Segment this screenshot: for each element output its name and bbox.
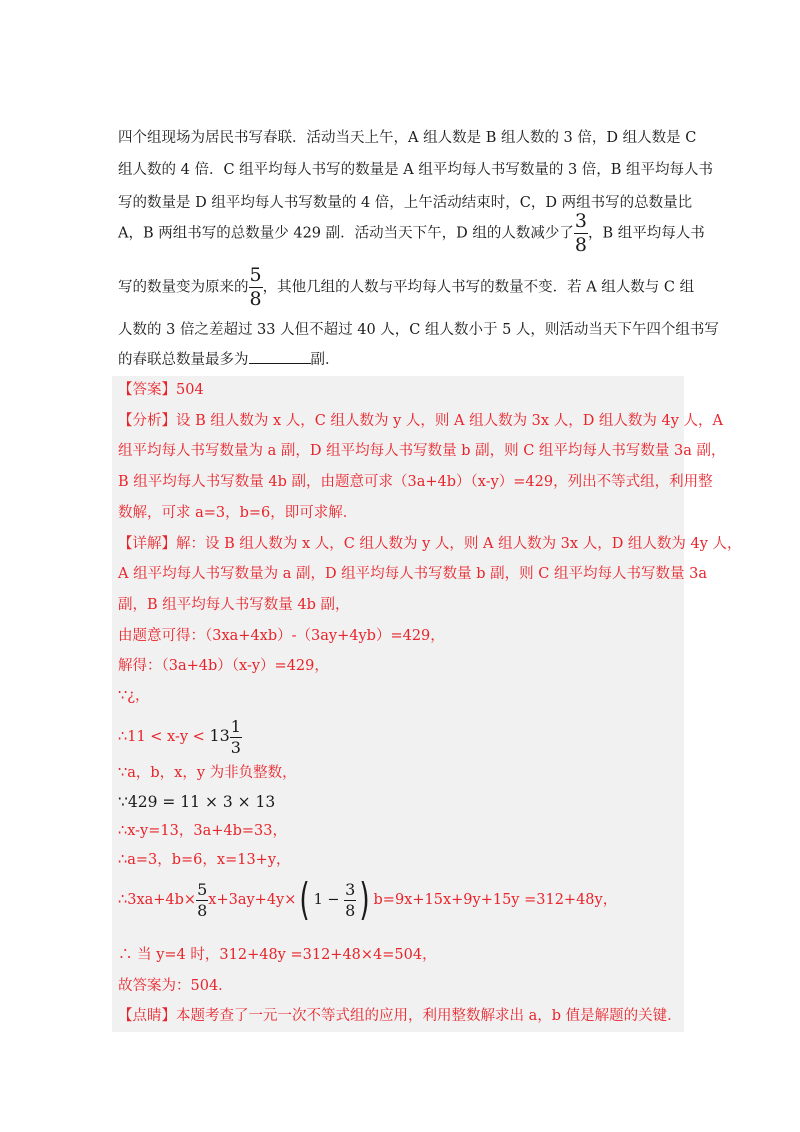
question-line-7-tail: 副． — [310, 352, 340, 368]
equation-9-paren-inner: 1 − — [313, 892, 345, 908]
fraction-denominator: 3 — [230, 737, 241, 757]
equation-1: 由题意可得：（3xa+4xb）-（3ay+4yb）=429， — [118, 628, 445, 644]
equation-3: ∵¿， — [118, 688, 150, 704]
equation-4-text: ∴11 < x-y < — [118, 729, 210, 745]
question-line-7-text: 的春联总数量最多为 — [118, 352, 249, 368]
equation-6: ∵429 = 11 × 3 × 13 — [118, 793, 276, 811]
question-line-4-text: A，B 两组书写的总数量少 429 副．活动当天下午，D 组的人数减少了 — [118, 225, 574, 242]
fraction-five-eighths-2 — [196, 879, 208, 920]
equation-8: ∴a=3，b=6，x=13+y， — [118, 852, 291, 868]
fraction-numerator: 5 — [197, 879, 208, 899]
fraction-numerator: 3 — [574, 210, 587, 232]
analysis-line-3: B 组平均每人书写数量 4b 副，由题意可求（3a+4b）（x-y）=429，列出不等式组，利用整 — [118, 474, 713, 490]
analysis-line-1: 【分析】设 B 组人数为 x 人，C 组人数为 y 人，则 A 组人数为 3x 人，D 组人数为 4y 人，A — [118, 413, 724, 429]
equation-11: 故答案为：504． — [118, 978, 233, 994]
question-line-5-text: 写的数量变为原来的 — [118, 279, 249, 296]
fraction-denominator: 8 — [197, 900, 208, 920]
right-paren: ) — [359, 874, 371, 925]
question-line-4 — [118, 212, 705, 255]
fraction-numerator: 5 — [249, 264, 262, 286]
detail-line-1: 【详解】解：设 B 组人数为 x 人，C 组人数为 y 人，则 A 组人数为 3x 人，D 组人数为 4y 人， — [118, 536, 742, 552]
question-line-1: 四个组现场为居民书写春联．活动当天上午，A 组人数是 B 组人数的 3 倍，D 组人数是 C — [118, 130, 697, 146]
fraction-denominator: 8 — [574, 234, 587, 256]
equation-9-tail: b=9x+15x+9y+15y =312+48y， — [373, 892, 618, 908]
equation-9-mid: x+3ay+4y× — [208, 892, 297, 908]
question-line-2: 组人数的 4 倍．C 组平均每人书写的数量是 A 组平均每人书写数量的 3 倍，B 组平均每人书 — [118, 162, 714, 178]
fraction-five-eighths — [249, 266, 263, 309]
equation-5: ∵a，b，x，y 为非负整数， — [118, 765, 297, 781]
question-line-6: 人数的 3 倍之差超过 33 人但不超过 40 人，C 组人数小于 5 人，则活动当天下午四个组书写 — [118, 322, 719, 338]
answer-label: 【答案】504 — [118, 382, 204, 398]
question-line-7 — [118, 349, 340, 370]
equation-2: 解得：（3a+4b）（x-y）=429， — [118, 658, 329, 674]
detail-line-3: 副，B 组平均每人书写数量 4b 副， — [118, 597, 350, 613]
equation-4 — [118, 716, 242, 757]
equation-9-text: ∴3xa+4b× — [118, 892, 197, 908]
equation-10: ∴ 当 y=4 时，312+48y =312+48×4=504， — [118, 947, 437, 963]
question-line-4-tail: ，B 组平均每人书 — [587, 225, 705, 242]
equation-7: ∴x-y=13，3a+4b=33， — [118, 823, 287, 839]
analysis-line-4: 数解，可求 a=3，b=6，即可求解． — [118, 505, 358, 521]
analysis-line-2: 组平均每人书写数量为 a 副，D 组平均每人书写数量 b 副，则 C 组平均每人书写数量 3a 副， — [118, 443, 726, 459]
equation-9 — [118, 872, 617, 928]
answer-blank — [249, 349, 311, 364]
question-line-3: 写的数量是 D 组平均每人书写数量的 4 倍，上午活动结束时，C，D 两组书写的总数量比 — [118, 195, 693, 211]
detail-line-2: A 组平均每人书写数量为 a 副，D 组平均每人书写数量 b 副，则 C 组平均每人书写数量 3a — [118, 566, 707, 582]
fraction-denominator: 8 — [345, 900, 356, 920]
fraction-numerator: 1 — [230, 716, 241, 736]
fraction-three-eighths — [574, 212, 588, 255]
mixed-number-whole: 13 — [209, 726, 230, 745]
left-paren: ( — [299, 874, 311, 925]
fraction-three-eighths-2 — [344, 879, 356, 920]
fraction-numerator: 3 — [345, 879, 356, 899]
fraction-denominator: 8 — [249, 288, 262, 310]
comment-line: 【点睛】本题考查了一元一次不等式组的应用，利用整数解求出 a，b 值是解题的关键． — [118, 1008, 682, 1024]
fraction-one-third — [230, 716, 242, 757]
question-line-5 — [118, 266, 694, 309]
question-line-5-tail: ，其他几组的人数与平均每人书写的数量不变．若 A 组人数与 C 组 — [262, 279, 695, 296]
